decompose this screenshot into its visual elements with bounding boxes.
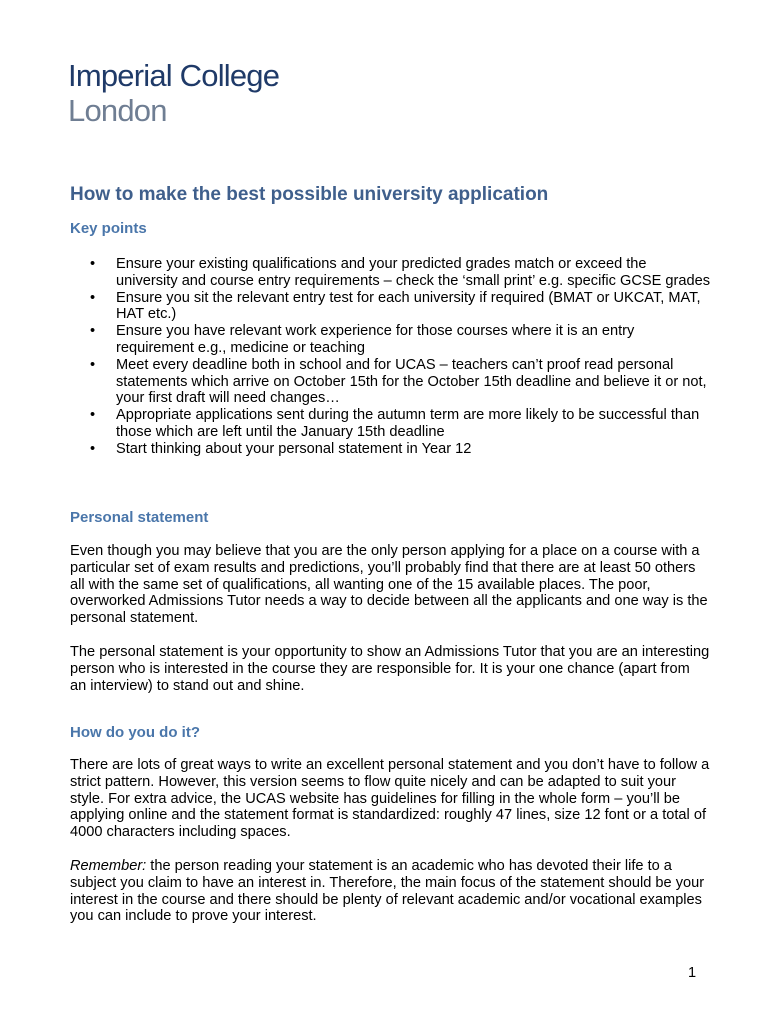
list-item xyxy=(70,290,710,324)
bullet-icon: • xyxy=(90,356,96,373)
how-to-paragraph-1: There are lots of great ways to write an excellent personal statement and you don’t have to follow a strict pattern. However, this version seems to flow quite nicely and can be adapted to suit your style. For extra advice, the UCAS website has guidelines for filling in the whole form – you’ll be applying online and the statement format is standardized: roughly 47 lines, size 12 font or a total of 4000 characters including spaces. xyxy=(70,757,710,841)
bullet-icon: • xyxy=(90,289,96,306)
bullet-icon: • xyxy=(90,407,96,424)
bullet-icon: • xyxy=(90,440,96,457)
remember-text: the person reading your statement is an academic who has devoted their life to a subject you claim to have an interest in. Therefore, the main focus of the statement should be your interest in the course and there should be plenty of relevant academic and/or vocational examples you can include to prove your interest. xyxy=(70,858,705,925)
personal-statement-paragraph-1: Even though you may believe that you are the only person applying for a place on a course with a particular set of exam results and predictions, you’ll probably find that there are at least 50 others all with the same set of qualifications, all wanting one of the 15 available places. The poor, overworked Admissions Tutor needs a way to decide between all the applicants and one way is the personal statement. xyxy=(70,543,708,627)
list-item xyxy=(70,441,710,458)
list-item-text: Appropriate applications sent during the autumn term are more likely to be successful than those which are left until the January 15th deadline xyxy=(116,407,700,440)
logo-line-1: Imperial College xyxy=(68,58,280,93)
bullet-icon: • xyxy=(90,256,96,272)
list-item xyxy=(70,407,710,441)
page-number: 1 xyxy=(688,965,697,981)
remember-paragraph xyxy=(70,858,710,925)
logo-line-2: London xyxy=(68,93,167,128)
remember-label: Remember: xyxy=(70,858,147,874)
key-points-heading: Key points xyxy=(70,220,147,237)
personal-statement-heading: Personal statement xyxy=(70,509,209,526)
how-to-heading: How do you do it? xyxy=(70,724,200,741)
list-item xyxy=(70,323,710,357)
document-title: How to make the best possible university application xyxy=(70,184,549,205)
list-item xyxy=(70,357,710,407)
list-item-text: Meet every deadline both in school and for UCAS – teachers can’t proof read personal statements which arrive on October 15th for the October 15th deadline and believe it or not, your first draft will need changes… xyxy=(116,356,707,407)
key-points-list xyxy=(70,256,710,458)
list-item-text: Ensure you sit the relevant entry test for each university if required (BMAT or UKCAT, MAT, HAT etc.) xyxy=(116,289,701,323)
bullet-icon: • xyxy=(90,323,96,340)
list-item-text: Ensure your existing qualifications and your predicted grades match or exceed the university and course entry requirements – check the ‘small print’ e.g. specific GCSE grades xyxy=(116,256,711,289)
list-item xyxy=(70,256,710,290)
list-item-text: Start thinking about your personal statement in Year 12 xyxy=(116,440,472,457)
imperial-college-logo xyxy=(68,60,279,126)
personal-statement-paragraph-2: The personal statement is your opportunity to show an Admissions Tutor that you are an interesting person who is interested in the course they are responsible for. It is your one chance (apart from an interview) to stand out and shine. xyxy=(70,644,710,694)
list-item-text: Ensure you have relevant work experience for those courses where it is an entry requirement e.g., medicine or teaching xyxy=(116,323,635,356)
